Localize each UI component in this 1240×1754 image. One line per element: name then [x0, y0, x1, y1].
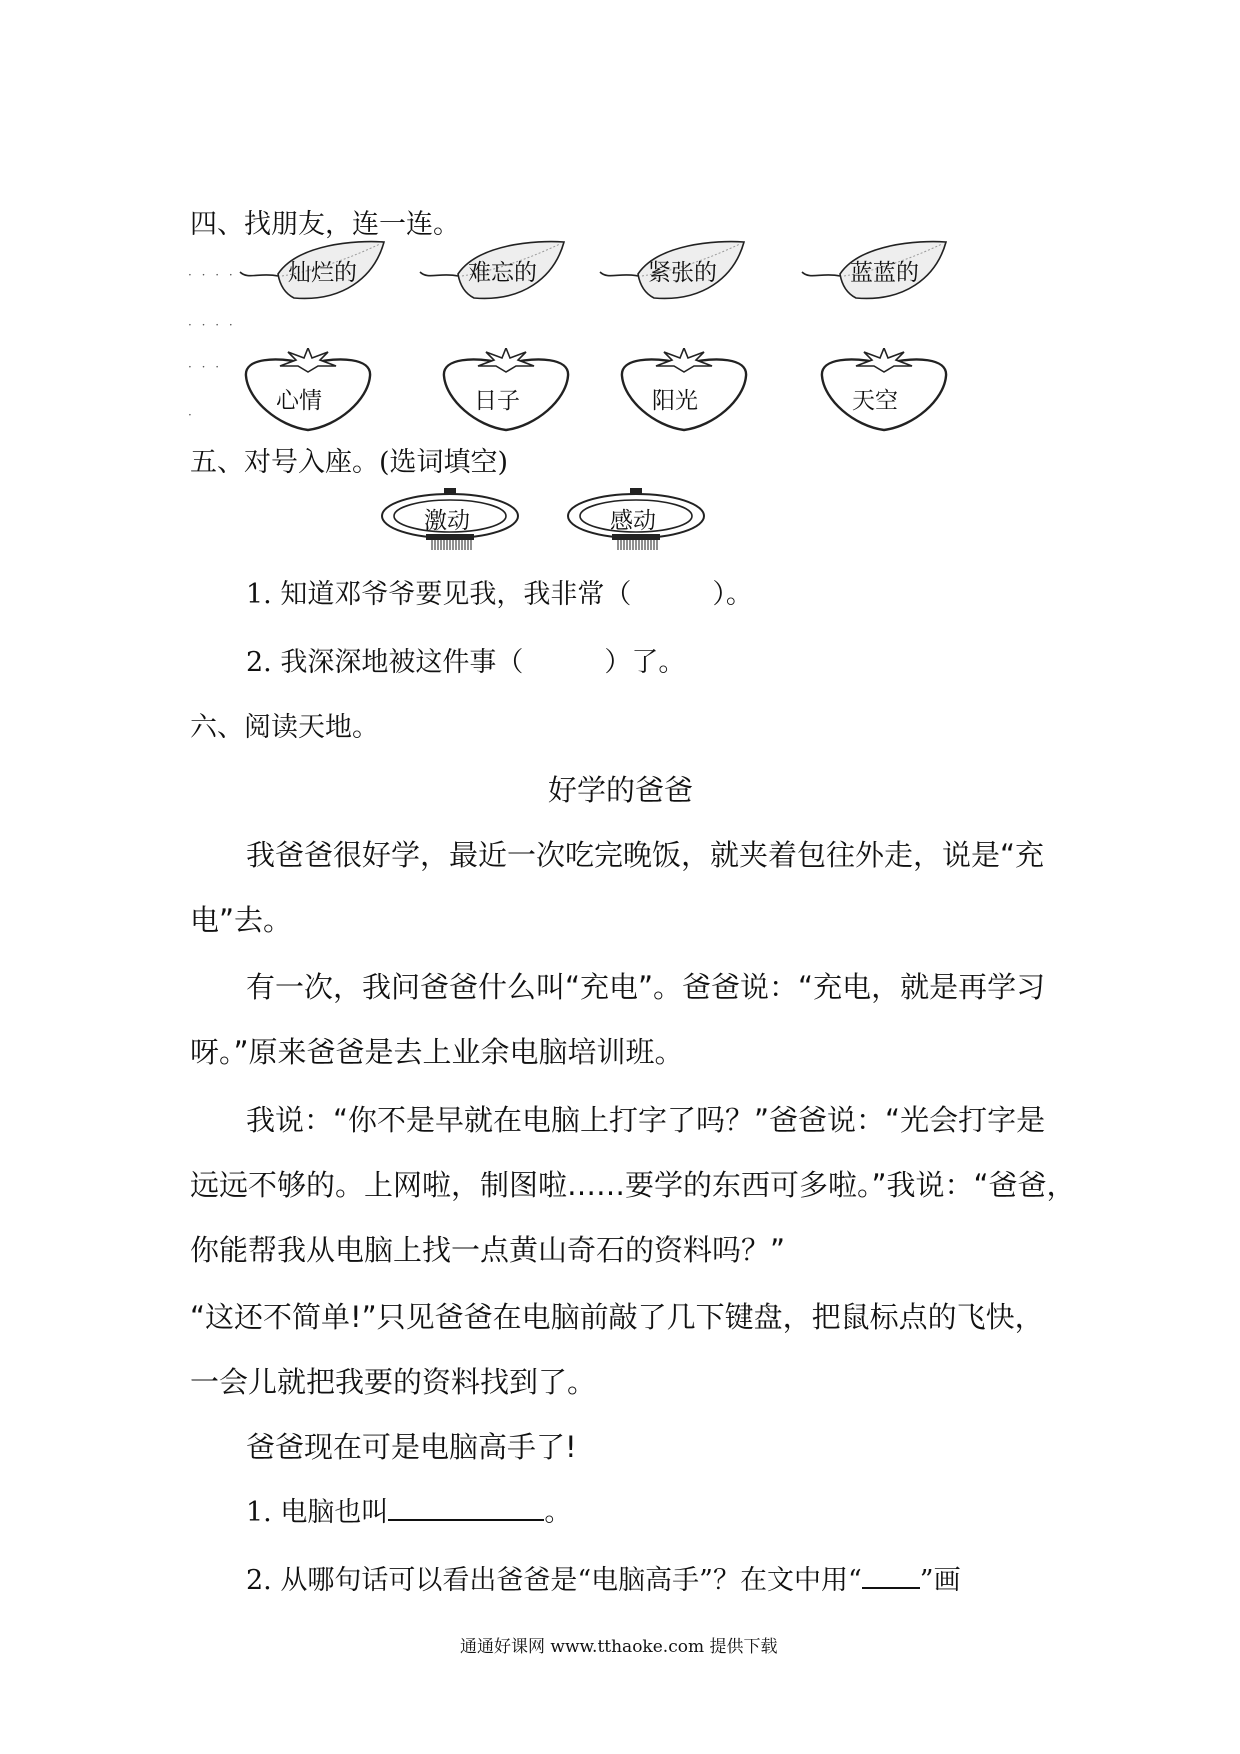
fill-question-2: 2. 我深深地被这件事（ ）了。: [246, 647, 686, 678]
reading-question-2-suffix: ”画: [919, 1565, 961, 1596]
story-line: “这还不简单!”只见爸爸在电脑前敲了几下键盘，把鼠标点的飞快，: [190, 1300, 1044, 1334]
leaf-word: 蓝蓝的: [850, 260, 919, 286]
leaf-word: 难忘的: [468, 260, 537, 286]
strawberry-word: 天空: [852, 388, 898, 414]
leaf-word: 紧张的: [648, 260, 717, 286]
story-line: 呀。”原来爸爸是去上业余电脑培训班。: [190, 1035, 684, 1069]
reading-question-2-prefix: 2. 从哪句话可以看出爸爸是“电脑高手”？在文中用“: [246, 1565, 862, 1596]
lantern-word: 激动: [424, 508, 470, 534]
section-6-heading: 六、阅读天地。: [190, 712, 379, 743]
story-title: 好学的爸爸: [548, 773, 694, 807]
reading-question-1: [246, 1490, 571, 1529]
section-4-heading: 四、找朋友，连一连。: [190, 209, 460, 240]
story-line: 远远不够的。上网啦，制图啦……要学的东西可多啦。”我说：“爸爸，: [190, 1168, 1076, 1202]
answer-blank-line[interactable]: [388, 1518, 544, 1521]
reading-question-1-prefix: 1. 电脑也叫: [246, 1497, 389, 1528]
story-line: 你能帮我从电脑上找一点黄山奇石的资料吗？”: [190, 1233, 786, 1267]
dot-marks: ·: [188, 408, 195, 422]
fill-question-1: 1. 知道邓爷爷要见我，我非常（ ）。: [246, 579, 753, 610]
strawberry-word: 日子: [474, 388, 520, 414]
lantern-word: 感动: [610, 508, 656, 534]
story-line: 爸爸现在可是电脑高手了!: [246, 1430, 577, 1464]
dot-marks: · · · ·: [188, 268, 236, 282]
page-footer: 通通好课网 www.tthaoke.com 提供下载: [460, 1637, 778, 1657]
underline-mark-sample: [862, 1586, 920, 1589]
strawberry-word: 心情: [276, 388, 322, 414]
leaf-word: 灿烂的: [288, 260, 357, 286]
story-line: 一会儿就把我要的资料找到了。: [190, 1365, 597, 1399]
story-line: 我说：“你不是早就在电脑上打字了吗？”爸爸说：“光会打字是: [246, 1103, 1046, 1137]
story-line: 电”去。: [190, 903, 293, 937]
dot-marks: · · · ·: [188, 318, 236, 332]
reading-question-1-suffix: 。: [544, 1497, 572, 1528]
dot-marks: · · ·: [188, 360, 223, 374]
strawberry-word: 阳光: [652, 388, 698, 414]
reading-question-2: [246, 1558, 961, 1597]
story-line: 我爸爸很好学，最近一次吃完晚饭，就夹着包往外走，说是“充: [246, 838, 1045, 872]
story-line: 有一次，我问爸爸什么叫“充电”。爸爸说：“充电，就是再学习: [246, 970, 1046, 1004]
section-5-heading: 五、对号入座。(选词填空): [190, 447, 509, 478]
